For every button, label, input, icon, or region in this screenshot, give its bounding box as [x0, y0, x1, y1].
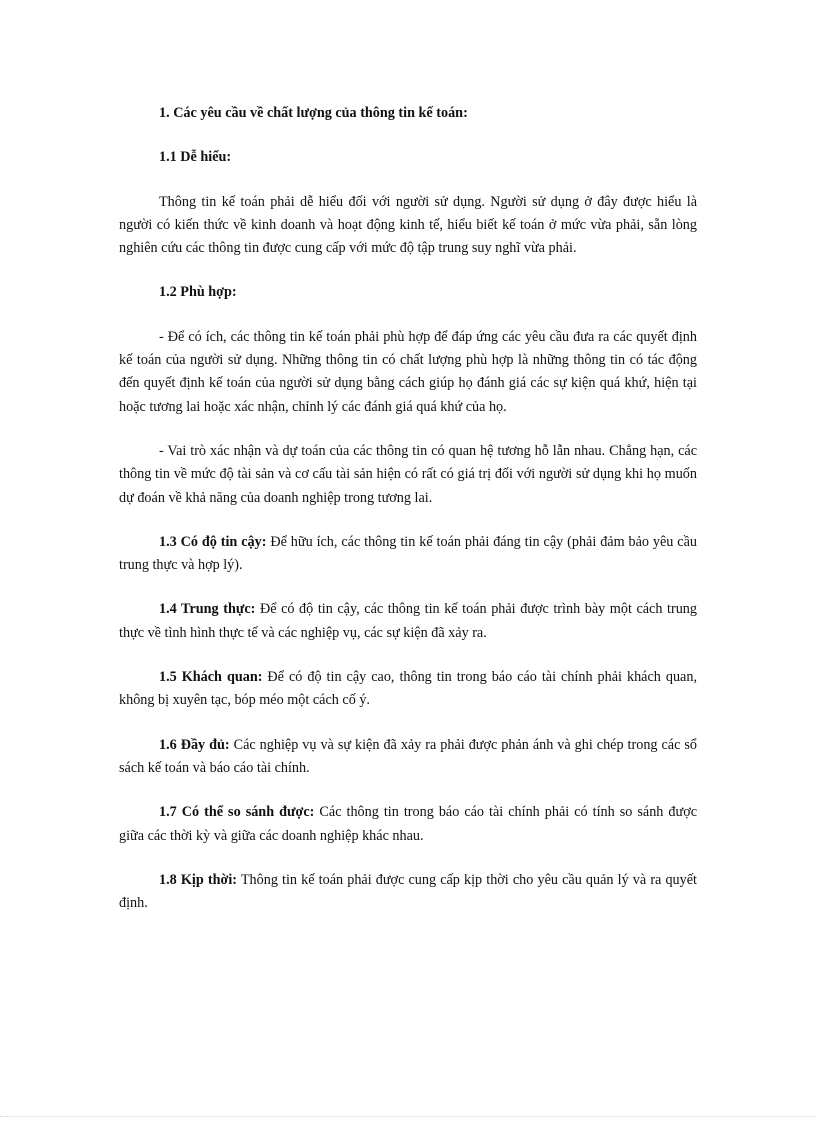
- section-title: 1. Các yêu cầu về chất lượng của thông tin kế toán:: [159, 105, 468, 121]
- document-body: [119, 102, 697, 936]
- text-1-8: Thông tin kế toán phải được cung cấp kịp thời cho yêu cầu quản lý và ra quyết định.: [119, 871, 697, 912]
- paragraph-1-6: [119, 734, 697, 781]
- label-1-4: 1.4 Trung thực:: [159, 601, 256, 618]
- label-1-3: 1.3 Có độ tin cậy:: [159, 533, 267, 550]
- paragraph-1-8: [119, 869, 697, 916]
- page-bottom-divider: [0, 1116, 816, 1117]
- label-1-6: 1.6 Đầy đủ:: [159, 736, 230, 753]
- text-1-4: Để có độ tin cậy, các thông tin kế toán phải được trình bày một cách trung thực về tình hình thực tế và các nghiệp vụ, các sự kiện đã xảy ra.: [119, 601, 697, 641]
- heading-1-2: 1.2 Phù hợp:: [159, 284, 237, 301]
- paragraph-1-1: Thông tin kế toán phải dễ hiểu đối với người sử dụng. Người sử dụng ở đây được hiểu là người có kiến thức về kinh doanh và hoạt động kinh tế, hiểu biết kế toán ở mức vừa phải, sẵn lòng nghiên cứu các thông tin được cung cấp với mức độ tập trung suy nghĩ vừa phải.: [119, 193, 697, 257]
- text-1-5: Để có độ tin cậy cao, thông tin trong báo cáo tài chính phải khách quan, không bị xuyên tạc, bóp méo một cách cố ý.: [119, 669, 697, 709]
- paragraph-1-2-b: - Vai trò xác nhận và dự toán của các thông tin có quan hệ tương hỗ lẫn nhau. Chẳng hạn, các thông tin về mức độ tài sản và cơ cấu tài sản hiện có rất có giá trị đối với người sử dụng khi họ muốn dự đoán về khả năng của doanh nghiệp trong tương lai.: [119, 442, 697, 506]
- label-1-5: 1.5 Khách quan:: [159, 669, 263, 686]
- paragraph-1-2-a: - Để có ích, các thông tin kế toán phải phù hợp để đáp ứng các yêu cầu đưa ra các quyết định kế toán của người sử dụng. Những thông tin có chất lượng phù hợp là những thông tin có tác động đến quyết định kế toán của người sử dụng bằng cách giúp họ đánh giá các sự kiện quá khứ, hiện tại hoặc tương lai hoặc xác nhận, chỉnh lý các đánh giá quá khứ của họ.: [119, 328, 697, 415]
- text-1-6: Các nghiệp vụ và sự kiện đã xảy ra phải được phản ánh và ghi chép trong các sổ sách kế toán và báo cáo tài chính.: [119, 736, 697, 776]
- label-1-8: 1.8 Kịp thời:: [159, 871, 237, 888]
- heading-1-1: 1.1 Dễ hiểu:: [159, 149, 232, 166]
- text-1-3: Để hữu ích, các thông tin kế toán phải đáng tin cậy (phải đảm bảo yêu cầu trung thực và hợp lý).: [119, 533, 697, 574]
- text-1-7: Các thông tin trong báo cáo tài chính phải có tính so sánh được giữa các thời kỳ và giữa các doanh nghiệp khác nhau.: [119, 804, 698, 844]
- label-1-7: 1.7 Có thể so sánh được:: [159, 804, 315, 821]
- paragraph-1-5: [119, 666, 697, 713]
- paragraph-1-3: [119, 531, 697, 578]
- paragraph-1-4: [119, 598, 697, 645]
- paragraph-1-7: [119, 801, 697, 848]
